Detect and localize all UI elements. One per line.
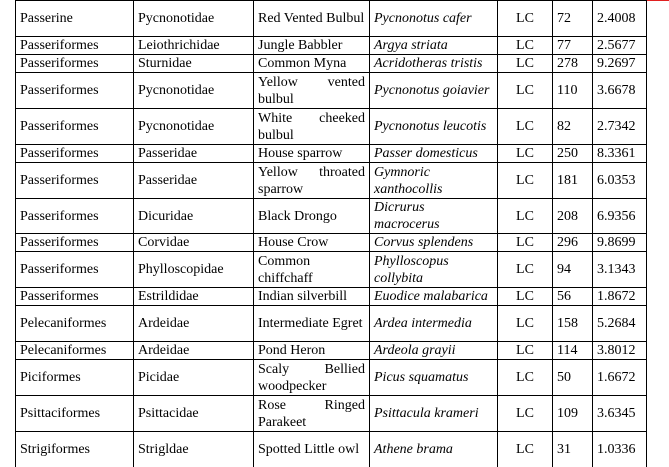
- scientific-name-cell: Pycnonotus leucotis: [370, 109, 498, 145]
- family-cell: Dicuridae: [134, 199, 254, 234]
- count-cell: 82: [553, 109, 593, 145]
- table-row: [16, 163, 647, 199]
- order-cell: Passeriformes: [16, 55, 134, 73]
- status-cell: LC: [498, 73, 553, 109]
- percent-cell: 1.8672: [593, 288, 647, 306]
- table-body: [16, 1, 647, 467]
- order-cell: Psittaciformes: [16, 396, 134, 432]
- order-cell: Passeriformes: [16, 199, 134, 234]
- percent-cell: 3.6345: [593, 396, 647, 432]
- table-row: [16, 396, 647, 432]
- percent-cell: 6.9356: [593, 199, 647, 234]
- scientific-name-cell: Phylloscopus collybita: [370, 252, 498, 288]
- common-name-cell: Intermediate Egret: [254, 306, 370, 342]
- order-cell: Passeriformes: [16, 145, 134, 163]
- family-cell: Psittacidae: [134, 396, 254, 432]
- status-cell: LC: [498, 37, 553, 55]
- order-cell: Pelecaniformes: [16, 342, 134, 360]
- common-name-cell: Jungle Babbler: [254, 37, 370, 55]
- status-cell: LC: [498, 288, 553, 306]
- common-name-cell: White cheeked bulbul: [254, 109, 370, 145]
- scientific-name-cell: Ardeola grayii: [370, 342, 498, 360]
- common-name-cell: Rose Ringed Parakeet: [254, 396, 370, 432]
- status-cell: LC: [498, 360, 553, 396]
- count-cell: 72: [553, 1, 593, 37]
- scientific-name-cell: Athene brama: [370, 432, 498, 467]
- status-cell: LC: [498, 145, 553, 163]
- count-cell: 110: [553, 73, 593, 109]
- count-cell: 94: [553, 252, 593, 288]
- scientific-name-cell: Passer domesticus: [370, 145, 498, 163]
- percent-cell: 8.3361: [593, 145, 647, 163]
- family-cell: Ardeidae: [134, 342, 254, 360]
- status-cell: LC: [498, 55, 553, 73]
- status-cell: LC: [498, 109, 553, 145]
- count-cell: 278: [553, 55, 593, 73]
- count-cell: 296: [553, 234, 593, 252]
- table-row: [16, 73, 647, 109]
- status-cell: LC: [498, 306, 553, 342]
- common-name-cell: Spotted Little owl: [254, 432, 370, 467]
- table-row: [16, 288, 647, 306]
- order-cell: Strigiformes: [16, 432, 134, 467]
- percent-cell: 3.6678: [593, 73, 647, 109]
- common-name-cell: Common chiffchaff: [254, 252, 370, 288]
- order-cell: Passeriformes: [16, 109, 134, 145]
- count-cell: 181: [553, 163, 593, 199]
- family-cell: Picidae: [134, 360, 254, 396]
- status-cell: LC: [498, 342, 553, 360]
- family-cell: Pycnonotidae: [134, 109, 254, 145]
- status-cell: LC: [498, 1, 553, 37]
- status-cell: LC: [498, 396, 553, 432]
- order-cell: Passeriformes: [16, 73, 134, 109]
- status-cell: LC: [498, 163, 553, 199]
- family-cell: Phylloscopidae: [134, 252, 254, 288]
- table-row: [16, 1, 647, 37]
- status-cell: LC: [498, 234, 553, 252]
- order-cell: Passeriformes: [16, 37, 134, 55]
- status-cell: LC: [498, 432, 553, 467]
- percent-cell: 6.0353: [593, 163, 647, 199]
- percent-cell: 9.8699: [593, 234, 647, 252]
- scientific-name-cell: Psittacula krameri: [370, 396, 498, 432]
- percent-cell: 1.0336: [593, 432, 647, 467]
- bird-species-table: [15, 0, 647, 467]
- count-cell: 56: [553, 288, 593, 306]
- family-cell: Pycnonotidae: [134, 1, 254, 37]
- scientific-name-cell: Corvus splendens: [370, 234, 498, 252]
- scientific-name-cell: Pycnonotus goiavier: [370, 73, 498, 109]
- table-row: [16, 199, 647, 234]
- order-cell: Passeriformes: [16, 234, 134, 252]
- count-cell: 31: [553, 432, 593, 467]
- common-name-cell: Yellow throated sparrow: [254, 163, 370, 199]
- scientific-name-cell: Argya striata: [370, 37, 498, 55]
- table-row: [16, 55, 647, 73]
- table-row: [16, 234, 647, 252]
- count-cell: 158: [553, 306, 593, 342]
- percent-cell: 1.6672: [593, 360, 647, 396]
- family-cell: Strigldae: [134, 432, 254, 467]
- count-cell: 114: [553, 342, 593, 360]
- common-name-cell: Indian silverbill: [254, 288, 370, 306]
- family-cell: Corvidae: [134, 234, 254, 252]
- percent-cell: 5.2684: [593, 306, 647, 342]
- common-name-cell: Scaly Bellied woodpecker: [254, 360, 370, 396]
- count-cell: 109: [553, 396, 593, 432]
- order-cell: Passeriformes: [16, 252, 134, 288]
- percent-cell: 2.7342: [593, 109, 647, 145]
- table-row: [16, 342, 647, 360]
- order-cell: Piciformes: [16, 360, 134, 396]
- common-name-cell: Common Myna: [254, 55, 370, 73]
- family-cell: Ardeidae: [134, 306, 254, 342]
- scientific-name-cell: Euodice malabarica: [370, 288, 498, 306]
- count-cell: 250: [553, 145, 593, 163]
- table-row: [16, 432, 647, 467]
- table-row: [16, 306, 647, 342]
- percent-cell: 3.1343: [593, 252, 647, 288]
- order-cell: Passeriformes: [16, 288, 134, 306]
- common-name-cell: Pond Heron: [254, 342, 370, 360]
- family-cell: Pycnonotidae: [134, 73, 254, 109]
- table-row: [16, 145, 647, 163]
- common-name-cell: Black Drongo: [254, 199, 370, 234]
- count-cell: 50: [553, 360, 593, 396]
- percent-cell: 3.8012: [593, 342, 647, 360]
- family-cell: Sturnidae: [134, 55, 254, 73]
- percent-cell: 2.5677: [593, 37, 647, 55]
- common-name-cell: House sparrow: [254, 145, 370, 163]
- order-cell: Pelecaniformes: [16, 306, 134, 342]
- table-row: [16, 360, 647, 396]
- scientific-name-cell: Pycnonotus cafer: [370, 1, 498, 37]
- table-row: [16, 37, 647, 55]
- common-name-cell: Yellow vented bulbul: [254, 73, 370, 109]
- family-cell: Leiothrichidae: [134, 37, 254, 55]
- scientific-name-cell: Gymnoric xanthocollis: [370, 163, 498, 199]
- status-cell: LC: [498, 252, 553, 288]
- table-row: [16, 109, 647, 145]
- order-cell: Passerine: [16, 1, 134, 37]
- percent-cell: 2.4008: [593, 1, 647, 37]
- status-cell: LC: [498, 199, 553, 234]
- scientific-name-cell: Dicrurus macrocerus: [370, 199, 498, 234]
- family-cell: Passeridae: [134, 145, 254, 163]
- count-cell: 208: [553, 199, 593, 234]
- family-cell: Estrildidae: [134, 288, 254, 306]
- scientific-name-cell: Acridotheras tristis: [370, 55, 498, 73]
- scientific-name-cell: Ardea intermedia: [370, 306, 498, 342]
- common-name-cell: House Crow: [254, 234, 370, 252]
- table-row: [16, 252, 647, 288]
- percent-cell: 9.2697: [593, 55, 647, 73]
- count-cell: 77: [553, 37, 593, 55]
- scientific-name-cell: Picus squamatus: [370, 360, 498, 396]
- order-cell: Passeriformes: [16, 163, 134, 199]
- common-name-cell: Red Vented Bulbul: [254, 1, 370, 37]
- family-cell: Passeridae: [134, 163, 254, 199]
